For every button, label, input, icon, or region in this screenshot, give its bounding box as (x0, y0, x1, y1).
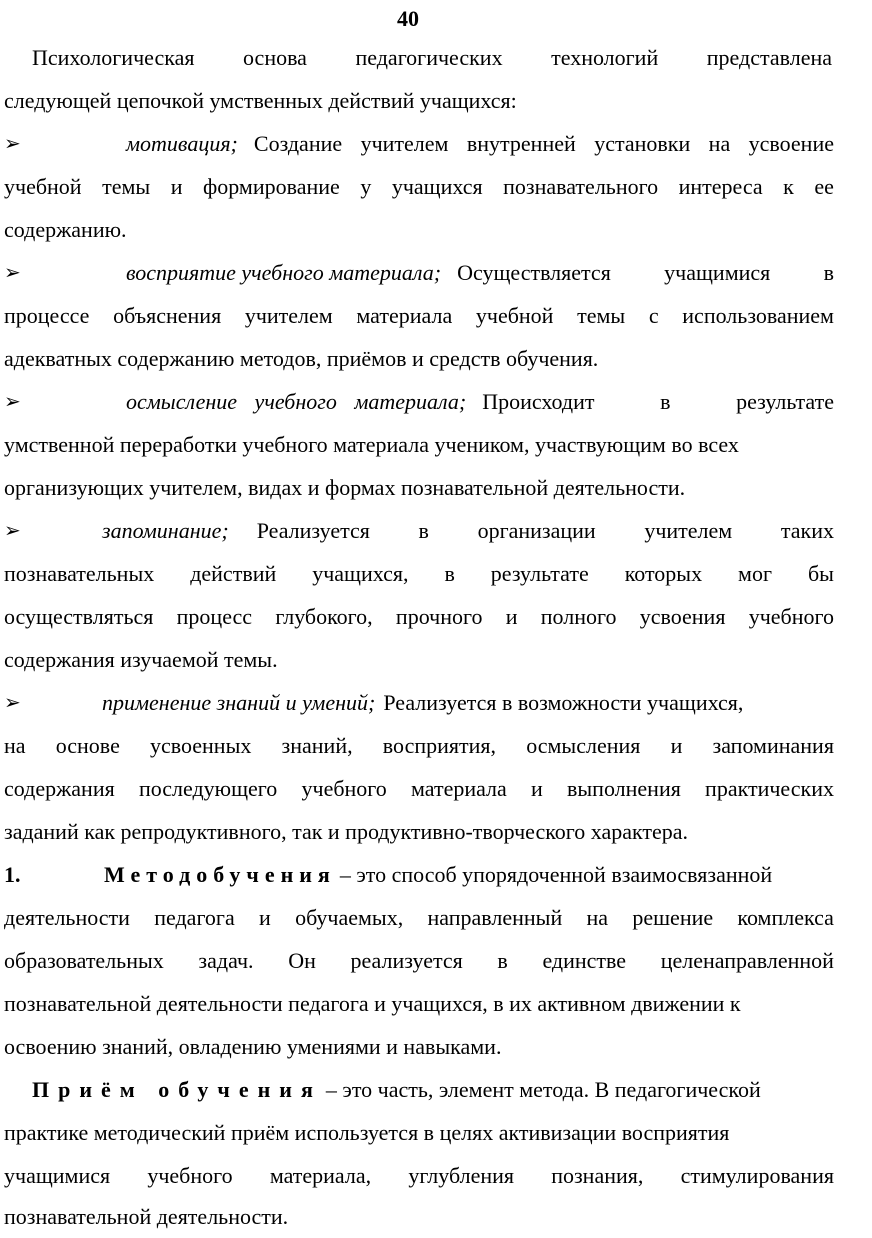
item-text: Реализуется в организации учителем таких (256, 518, 834, 543)
item-memorization-line-3: осуществляться процесс глубокого, прочного и полного усвоения учебного (4, 604, 834, 629)
item-text: Осуществляется учащимися в (457, 260, 834, 285)
page-number: 40 (397, 6, 419, 31)
arrow-bullet-icon: ➢ (4, 692, 21, 714)
item-application-line-1 (4, 689, 834, 717)
item-motivation-line-2: учебной темы и формирование у учащихся познавательного интереса к ее (4, 174, 834, 199)
word: основа (243, 45, 307, 70)
item-term: осмысление учебного материала; (126, 389, 467, 414)
item-term: мотивация; (126, 131, 238, 156)
word: педагогических (355, 45, 503, 70)
method-line-3: образовательных задач. Он реализуется в единстве целенаправленной (4, 948, 834, 973)
intro-line-2: следующей цепочкой умственных действий учащихся: (4, 88, 517, 113)
method-line-1 (4, 861, 844, 889)
method-line-2: деятельности педагога и обучаемых, направленный на решение комплекса (4, 905, 834, 930)
item-term: запоминание; (102, 518, 229, 543)
technique-line-3: учащимися учебного материала, углубления познания, стимулирования (4, 1163, 834, 1188)
item-text: Реализуется в возможности учащихся, (383, 690, 744, 715)
arrow-bullet-icon: ➢ (4, 520, 21, 542)
technique-line-4: познавательной деятельности. (4, 1204, 289, 1229)
item-motivation-line-3: содержанию. (4, 217, 127, 242)
technique-line-1 (32, 1076, 872, 1104)
item-term: восприятие учебного материала; (126, 260, 442, 285)
item-memorization-line-2: познавательных действий учащихся, в результате которых мог бы (4, 561, 834, 586)
arrow-bullet-icon: ➢ (4, 391, 21, 413)
technique-line-2: практике методический приём используется в целях активизации восприятия (4, 1120, 730, 1145)
word: технологий (551, 45, 659, 70)
technique-text: – это часть, элемент метода. В педагогической (325, 1077, 761, 1102)
item-text: Происходит в результате (482, 389, 834, 414)
technique-term: Приём обучения (32, 1077, 322, 1102)
item-perception-line-2: процессе объяснения учителем материала учебной темы с использованием (4, 303, 834, 328)
item-perception-line-1 (4, 259, 834, 287)
method-number: 1. (4, 862, 21, 887)
method-line-4: познавательной деятельности педагога и учащихся, в их активном движении к (4, 991, 741, 1016)
item-comprehension-line-2: умственной переработки учебного материала учеником, участвующим во всех (4, 432, 739, 457)
item-term: применение знаний и умений; (102, 690, 376, 715)
arrow-bullet-icon: ➢ (4, 133, 21, 155)
item-memorization-line-1 (4, 517, 834, 545)
item-application-line-2: на основе усвоенных знаний, восприятия, осмысления и запоминания (4, 733, 834, 758)
item-text: Создание учителем внутренней установки на усвоение (253, 131, 834, 156)
method-text: – это способ упорядоченной взаимосвязанной (339, 862, 773, 887)
method-line-5: освоению знаний, овладению умениями и навыками. (4, 1034, 502, 1059)
item-application-line-4: заданий как репродуктивного, так и продуктивно-творческого характера. (4, 819, 689, 844)
word: Психологическая (32, 45, 195, 70)
item-comprehension-line-3: организующих учителем, видах и формах познавательной деятельности. (4, 475, 686, 500)
intro-line-1 (32, 44, 832, 72)
item-application-line-3: содержания последующего учебного материала и выполнения практических (4, 776, 834, 801)
item-motivation-line-1 (4, 130, 834, 158)
item-perception-line-3: адекватных содержанию методов, приёмов и средств обучения. (4, 346, 599, 371)
arrow-bullet-icon: ➢ (4, 262, 21, 284)
item-comprehension-line-1 (4, 388, 834, 416)
word: представлена (706, 45, 832, 70)
method-term: Методобучения (104, 862, 336, 887)
item-memorization-line-4: содержания изучаемой темы. (4, 647, 278, 672)
